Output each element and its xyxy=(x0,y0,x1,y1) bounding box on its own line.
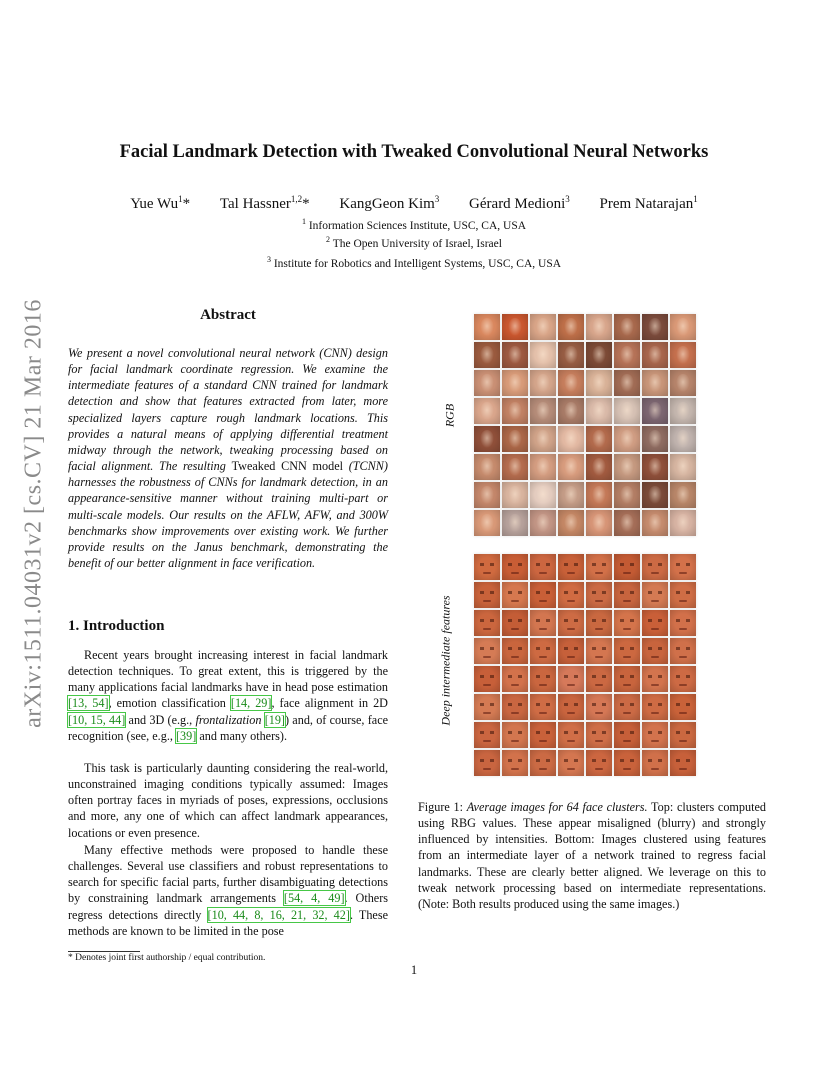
face-cluster-thumbnail xyxy=(614,342,640,368)
face-cluster-thumbnail xyxy=(530,694,556,720)
face-cluster-thumbnail xyxy=(642,554,668,580)
face-cluster-thumbnail xyxy=(586,610,612,636)
face-cluster-thumbnail xyxy=(614,638,640,664)
face-cluster-thumbnail xyxy=(558,426,584,452)
face-cluster-thumbnail xyxy=(502,454,528,480)
face-cluster-thumbnail xyxy=(502,370,528,396)
face-cluster-thumbnail xyxy=(530,370,556,396)
face-cluster-thumbnail xyxy=(670,666,696,692)
face-cluster-thumbnail xyxy=(530,510,556,536)
face-cluster-thumbnail xyxy=(502,314,528,340)
face-cluster-thumbnail xyxy=(474,342,500,368)
face-cluster-thumbnail xyxy=(558,666,584,692)
paper-title: Facial Landmark Detection with Tweaked Convolutional Neural Networks xyxy=(119,142,709,162)
face-cluster-thumbnail xyxy=(670,638,696,664)
face-cluster-thumbnail xyxy=(474,610,500,636)
face-cluster-thumbnail xyxy=(642,638,668,664)
face-cluster-thumbnail xyxy=(670,342,696,368)
author-list xyxy=(0,194,828,213)
face-cluster-thumbnail xyxy=(670,510,696,536)
face-cluster-thumbnail xyxy=(502,722,528,748)
face-cluster-thumbnail xyxy=(558,750,584,776)
abstract-body: We present a novel convolutional neural network (CNN) design for facial landmark coordinate regression. We examine the intermediate features of a standard CNN trained for landmark detection and show that features extracted from later, more specialized layers capture rough landmark locations. This provides a natural means of applying differential treatment midway through the network, tweaking processing based on facial alignment. The resulting Tweaked CNN model (TCNN) harnesses the robustness of CNNs for landmark detection, in an appearance-sensitive manner without training multi-part or multi-scale models. Our results on the AFLW, AFW, and 300W benchmarks show improvements over existing work. We further provide results on the Janus benchmark, demonstrating the benefit of our better alignment in face verification. xyxy=(68,346,388,571)
face-cluster-thumbnail xyxy=(614,554,640,580)
face-cluster-thumbnail xyxy=(530,582,556,608)
face-cluster-thumbnail xyxy=(474,454,500,480)
face-cluster-thumbnail xyxy=(670,398,696,424)
face-cluster-thumbnail xyxy=(530,426,556,452)
page-number: 1 xyxy=(410,963,418,977)
figure-caption: Figure 1: Average images for 64 face clusters. Top: clusters computed using RBG values. These appear misaligned (blurry) and strongly influenced by intensities. Bottom: Images clustered using features from an intermediate layer of a network trained to regress facial landmarks. These are clearly better aligned. We leverage on this to tweak network processing based on intermediate representations. (Note: Both results produced using the same images.) xyxy=(418,800,766,911)
face-cluster-thumbnail xyxy=(474,398,500,424)
face-cluster-thumbnail xyxy=(474,694,500,720)
author-1: Yue Wu$^1$* xyxy=(130,194,191,212)
face-cluster-thumbnail xyxy=(474,426,500,452)
face-cluster-thumbnail xyxy=(474,370,500,396)
face-cluster-thumbnail xyxy=(614,314,640,340)
figure-label-rgb: RGB xyxy=(442,403,457,428)
face-cluster-thumbnail xyxy=(642,750,668,776)
face-cluster-thumbnail xyxy=(586,398,612,424)
figure-deep-grid xyxy=(474,554,696,776)
face-cluster-thumbnail xyxy=(614,722,640,748)
face-cluster-thumbnail xyxy=(558,722,584,748)
face-cluster-thumbnail xyxy=(614,482,640,508)
face-cluster-thumbnail xyxy=(586,750,612,776)
face-cluster-thumbnail xyxy=(642,510,668,536)
face-cluster-thumbnail xyxy=(474,314,500,340)
face-cluster-thumbnail xyxy=(586,482,612,508)
face-cluster-thumbnail xyxy=(474,554,500,580)
face-cluster-thumbnail xyxy=(502,666,528,692)
face-cluster-thumbnail xyxy=(670,722,696,748)
face-cluster-thumbnail xyxy=(530,398,556,424)
arxiv-stamp: arXiv:1511.04031v2 [cs.CV] 21 Mar 2016 xyxy=(20,299,47,728)
face-cluster-thumbnail xyxy=(502,510,528,536)
face-cluster-thumbnail xyxy=(642,314,668,340)
face-cluster-thumbnail xyxy=(642,582,668,608)
face-cluster-thumbnail xyxy=(670,454,696,480)
face-cluster-thumbnail xyxy=(558,398,584,424)
author-2: Tal Hassner$^{1,2}$* xyxy=(219,194,310,212)
face-cluster-thumbnail xyxy=(474,666,500,692)
face-cluster-thumbnail xyxy=(558,370,584,396)
face-cluster-thumbnail xyxy=(558,638,584,664)
face-cluster-thumbnail xyxy=(530,750,556,776)
abstract-heading: Abstract xyxy=(200,307,256,323)
face-cluster-thumbnail xyxy=(474,722,500,748)
face-cluster-thumbnail xyxy=(558,314,584,340)
face-cluster-thumbnail xyxy=(586,370,612,396)
face-cluster-thumbnail xyxy=(586,426,612,452)
face-cluster-thumbnail xyxy=(614,398,640,424)
face-cluster-thumbnail xyxy=(614,582,640,608)
face-cluster-thumbnail xyxy=(642,722,668,748)
face-cluster-thumbnail xyxy=(558,510,584,536)
face-cluster-thumbnail xyxy=(642,666,668,692)
face-cluster-thumbnail xyxy=(642,370,668,396)
affiliation-2: $^2$ The Open University of Israel, Israel xyxy=(326,235,502,250)
face-cluster-thumbnail xyxy=(502,426,528,452)
face-cluster-thumbnail xyxy=(530,314,556,340)
face-cluster-thumbnail xyxy=(530,554,556,580)
face-cluster-thumbnail xyxy=(474,638,500,664)
footnote: * Denotes joint first authorship / equal contribution. xyxy=(68,953,266,963)
face-cluster-thumbnail xyxy=(586,666,612,692)
face-cluster-thumbnail xyxy=(642,610,668,636)
face-cluster-thumbnail xyxy=(474,750,500,776)
face-cluster-thumbnail xyxy=(558,582,584,608)
affiliation-1: $^1$ Information Sciences Institute, USC, CA, USA xyxy=(301,217,527,232)
citation-link[interactable]: [39] xyxy=(175,728,197,743)
face-cluster-thumbnail xyxy=(614,610,640,636)
figure-rgb-grid xyxy=(474,314,696,536)
face-cluster-thumbnail xyxy=(558,482,584,508)
face-cluster-thumbnail xyxy=(502,750,528,776)
face-cluster-thumbnail xyxy=(670,426,696,452)
face-cluster-thumbnail xyxy=(586,510,612,536)
section-heading-introduction: 1. Introduction xyxy=(68,618,165,634)
author-5: Prem Natarajan$^1$ xyxy=(599,194,698,212)
face-cluster-thumbnail xyxy=(642,398,668,424)
intro-paragraph-3: Many effective methods were proposed to handle these challenges. Several use classifiers and robust representations to search for specific facial parts, further disambiguating detections by constraining landmark arrangements [54, 4, 49]. Others regress detections directly [10, 44, 8, 16, 21, 32, 42]. These methods are known to be limited in the pose xyxy=(68,843,389,938)
face-cluster-thumbnail xyxy=(614,694,640,720)
face-cluster-thumbnail xyxy=(530,666,556,692)
face-cluster-thumbnail xyxy=(614,370,640,396)
face-cluster-thumbnail xyxy=(502,638,528,664)
author-3: KangGeon Kim$^3$ xyxy=(339,194,440,212)
citation-link[interactable]: [54, 4, 49] xyxy=(283,891,345,906)
face-cluster-thumbnail xyxy=(502,610,528,636)
face-cluster-thumbnail xyxy=(502,482,528,508)
face-cluster-thumbnail xyxy=(474,510,500,536)
figure-label-deep: Deep intermediate features xyxy=(438,595,453,726)
face-cluster-thumbnail xyxy=(474,582,500,608)
face-cluster-thumbnail xyxy=(502,554,528,580)
citation-link[interactable]: [13, 54] xyxy=(68,696,109,711)
affiliation-3: $^3$ Institute for Robotics and Intelligent Systems, USC, CA, USA xyxy=(266,255,562,270)
face-cluster-thumbnail xyxy=(586,554,612,580)
face-cluster-thumbnail xyxy=(614,454,640,480)
face-cluster-thumbnail xyxy=(614,426,640,452)
face-cluster-thumbnail xyxy=(642,694,668,720)
face-cluster-thumbnail xyxy=(586,694,612,720)
face-cluster-thumbnail xyxy=(586,342,612,368)
face-cluster-thumbnail xyxy=(474,482,500,508)
face-cluster-thumbnail xyxy=(670,694,696,720)
face-cluster-thumbnail xyxy=(530,342,556,368)
face-cluster-thumbnail xyxy=(614,510,640,536)
face-cluster-thumbnail xyxy=(642,482,668,508)
face-cluster-thumbnail xyxy=(670,610,696,636)
face-cluster-thumbnail xyxy=(670,314,696,340)
citation-link[interactable]: [14, 29] xyxy=(230,696,272,711)
face-cluster-thumbnail xyxy=(502,582,528,608)
face-cluster-thumbnail xyxy=(558,694,584,720)
citation-link[interactable]: [10, 15, 44] xyxy=(68,712,126,727)
intro-paragraph-2: This task is particularly daunting considering the real-world, unconstrained imaging conditions typically assumed: Images often portray faces in myriads of poses, expressions, occlusions and more, any one of which can affect landmark appearances, locations or even presence. xyxy=(68,761,388,840)
intro-paragraph-1: Recent years brought increasing interest in facial landmark detection techniques. To great extent, this is triggered by the many applications facial landmarks have in head pose estimation [13, 54], emotion classification [14, 29], face alignment in 2D [10, 15, 44] and 3D (e.g., frontalization [19]) and, of course, face recognition (see, e.g., [39] and many others). xyxy=(68,648,389,743)
face-cluster-thumbnail xyxy=(670,582,696,608)
face-cluster-thumbnail xyxy=(502,694,528,720)
face-cluster-thumbnail xyxy=(558,554,584,580)
footnote-rule xyxy=(68,951,140,952)
face-cluster-thumbnail xyxy=(670,482,696,508)
face-cluster-thumbnail xyxy=(614,750,640,776)
face-cluster-thumbnail xyxy=(558,342,584,368)
face-cluster-thumbnail xyxy=(586,638,612,664)
face-cluster-thumbnail xyxy=(530,638,556,664)
face-cluster-thumbnail xyxy=(586,722,612,748)
face-cluster-thumbnail xyxy=(642,454,668,480)
citation-link[interactable]: [10, 44, 8, 16, 21, 32, 42] xyxy=(207,907,350,922)
face-cluster-thumbnail xyxy=(642,426,668,452)
face-cluster-thumbnail xyxy=(502,342,528,368)
face-cluster-thumbnail xyxy=(558,610,584,636)
face-cluster-thumbnail xyxy=(530,454,556,480)
face-cluster-thumbnail xyxy=(502,398,528,424)
face-cluster-thumbnail xyxy=(670,370,696,396)
face-cluster-thumbnail xyxy=(530,722,556,748)
face-cluster-thumbnail xyxy=(614,666,640,692)
face-cluster-thumbnail xyxy=(642,342,668,368)
face-cluster-thumbnail xyxy=(586,454,612,480)
author-4: Gérard Medioni$^3$ xyxy=(469,194,570,212)
face-cluster-thumbnail xyxy=(558,454,584,480)
face-cluster-thumbnail xyxy=(670,554,696,580)
face-cluster-thumbnail xyxy=(530,610,556,636)
face-cluster-thumbnail xyxy=(586,314,612,340)
citation-link[interactable]: [19] xyxy=(264,712,285,727)
face-cluster-thumbnail xyxy=(586,582,612,608)
face-cluster-thumbnail xyxy=(530,482,556,508)
face-cluster-thumbnail xyxy=(670,750,696,776)
